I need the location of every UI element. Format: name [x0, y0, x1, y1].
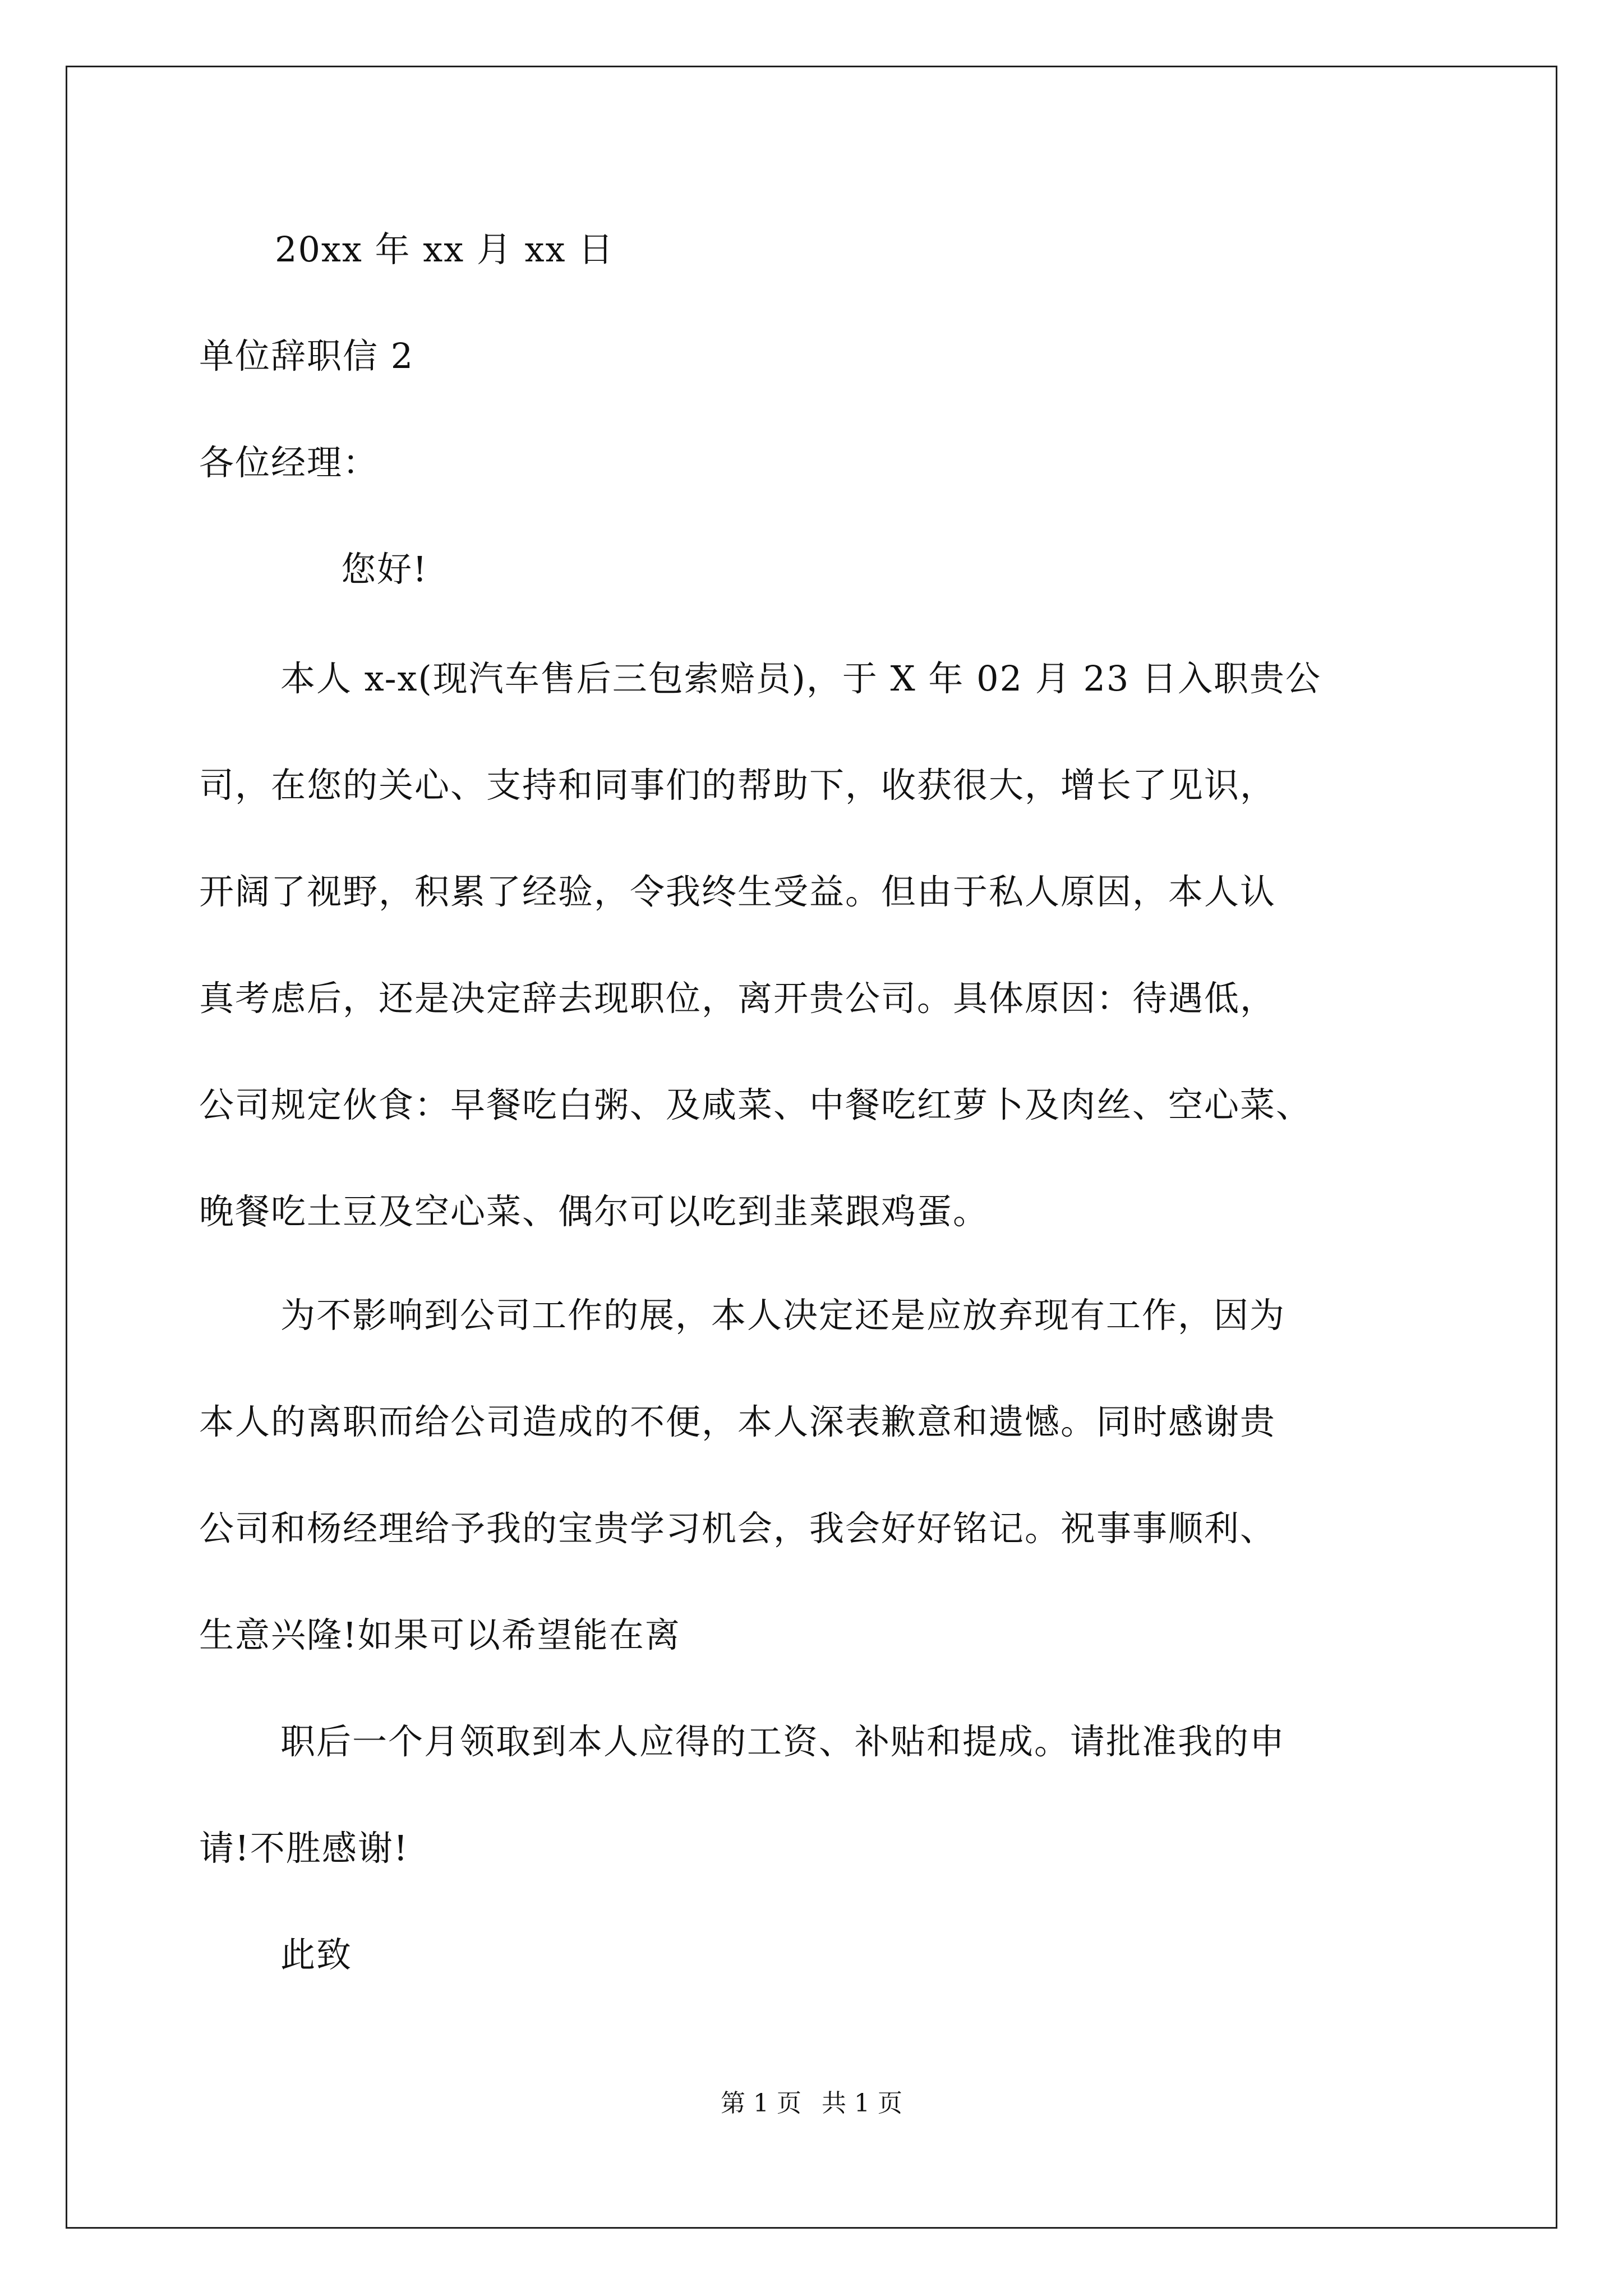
page-frame: [66, 66, 1557, 2229]
page-total: 共 1 页: [822, 2089, 902, 2118]
body-line: 公司和杨经理给予我的宝贵学习机会，我会好好铭记。祝事事顺利、: [199, 1508, 1276, 1549]
body-line: 本人的离职而给公司造成的不便，本人深表歉意和遗憾。同时感谢贵: [199, 1401, 1276, 1442]
salutation: 各位经理：: [199, 442, 379, 483]
body-line: 公司规定伙食：早餐吃白粥、及咸菜、中餐吃红萝卜及肉丝、空心菜、: [199, 1084, 1312, 1125]
body-line: 为不影响到公司工作的展，本人决定还是应放弃现有工作，因为: [280, 1295, 1286, 1336]
greeting: 您好!: [341, 549, 428, 590]
letter-date: 20xx 年 xx 月 xx 日: [275, 229, 615, 270]
body-line: 司，在您的关心、支持和同事们的帮助下，收获很大，增长了见识，: [199, 765, 1276, 806]
body-line: 真考虑后，还是决定辞去现职位，离开贵公司。具体原因：待遇低，: [199, 978, 1276, 1019]
page-number: 第 1 页: [721, 2089, 801, 2118]
body-line: 生意兴隆!如果可以希望能在离: [199, 1614, 681, 1655]
closing: 此致: [280, 1934, 353, 1975]
body-line: 请!不胜感谢!: [199, 1828, 409, 1869]
body-line: 晚餐吃土豆及空心菜、偶尔可以吃到韭菜跟鸡蛋。: [199, 1191, 989, 1232]
page-footer: [0, 2087, 1623, 2120]
body-line: 开阔了视野，积累了经验，令我终生受益。但由于私人原因，本人认: [199, 871, 1276, 912]
letter-title: 单位辞职信 2: [199, 335, 414, 376]
body-line: 本人 x-x(现汽车售后三包索赔员)，于 X 年 02 月 23 日入职贵公: [280, 658, 1322, 699]
body-line: 职后一个月领取到本人应得的工资、补贴和提成。请批准我的申: [280, 1721, 1286, 1762]
